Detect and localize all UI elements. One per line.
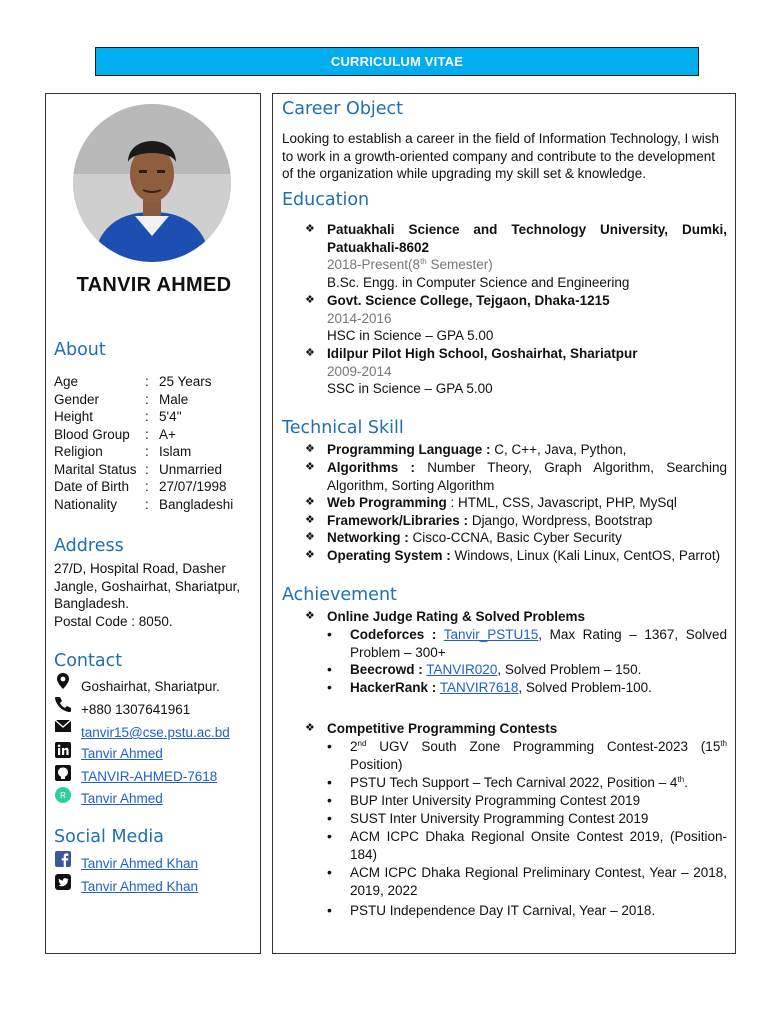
education-item [327, 345, 727, 398]
contest-item [350, 828, 727, 863]
diamond-bullet-icon: ❖ [305, 549, 315, 561]
main-content [272, 93, 736, 954]
contest-sup: th [677, 775, 685, 784]
about-row [46, 408, 262, 426]
github-icon [54, 764, 72, 782]
diamond-bullet-icon: ❖ [305, 223, 315, 235]
judge-label: HackerRank : [350, 680, 437, 695]
education-school: Idilpur Pilot High School, Goshairhat, Shariatpur [327, 346, 638, 361]
career-line: Looking to establish a career in the field of Information Technology, I wish [282, 131, 720, 146]
education-period [327, 256, 727, 274]
period-text: 2018-Present(8 [327, 257, 421, 272]
email-icon [54, 717, 72, 735]
sidebar [45, 93, 261, 954]
skill-item [327, 459, 727, 494]
address-line: 27/D, Hospital Road, Dasher [54, 561, 226, 576]
contest-item: SUST Inter University Programming Contest 2019 [350, 811, 649, 826]
researchgate-icon [54, 786, 72, 804]
period-sup: th [420, 257, 427, 266]
judge-detail: , Max Rating – 1367, Solved [538, 627, 727, 642]
phone-icon [54, 695, 72, 713]
skill-label: Web Programming [327, 495, 447, 510]
skill-item [327, 529, 727, 547]
education-school: Govt. Science College, Tejgaon, Dhaka-1215 [327, 293, 610, 308]
contest-sup: th [720, 739, 727, 748]
diamond-bullet-icon: ❖ [305, 514, 315, 526]
contest-text: 184) [350, 846, 378, 862]
contest-item [350, 864, 727, 899]
about-value: 25 Years [159, 374, 212, 389]
contact-heading: Contact [54, 651, 123, 671]
education-period: 2014-2016 [327, 310, 392, 326]
linkedin-icon [54, 741, 72, 759]
about-colon: : [145, 461, 149, 477]
bullet-dot-icon: • [327, 864, 332, 880]
education-degree: HSC in Science – GPA 5.00 [327, 328, 494, 343]
bullet-dot-icon: • [327, 792, 332, 808]
skill-value: Number Theory, Graph Algorithm, Searching [414, 460, 728, 475]
hackerrank-handle-link[interactable]: TANVIR7618 [439, 680, 519, 695]
bullet-dot-icon: • [327, 679, 332, 695]
skill-value: Windows, Linux (Kali Linux, CentOS, Parrot) [450, 548, 721, 563]
about-row [46, 461, 262, 479]
address-line: Bangladesh. [54, 596, 130, 611]
bullet-dot-icon: • [327, 774, 332, 790]
bullet-dot-icon: • [327, 626, 332, 642]
career-line: to work in a growth-oriented company and contribute to the development [282, 148, 716, 164]
facebook-icon [54, 850, 72, 868]
skill-label: Programming Language : [327, 442, 491, 457]
cv-title-banner: CURRICULUM VITAE [95, 47, 699, 76]
contact-github-link[interactable]: TANVIR-AHMED-7618 [81, 769, 218, 784]
bullet-dot-icon: • [327, 810, 332, 826]
contact-phone: +880 1307641961 [81, 702, 191, 717]
skill-item [327, 547, 727, 565]
education-degree: B.Sc. Engg. in Computer Science and Engineering [327, 274, 630, 290]
education-heading: Education [282, 190, 370, 210]
about-heading: About [54, 340, 106, 360]
contest-text: PSTU Tech Support – Tech Carnival 2022, Position – 4 [350, 775, 678, 790]
judge-label: Beecrowd : [350, 662, 423, 677]
contest-item: BUP Inter University Programming Contest 2019 [350, 793, 641, 808]
social-media-heading: Social Media [54, 827, 165, 847]
about-colon: : [145, 444, 149, 459]
judge-detail: Problem – 300+ [350, 644, 446, 660]
contest-heading-text: Competitive Programming Contests [327, 721, 558, 736]
skill-item [327, 441, 727, 459]
about-label: Age [54, 374, 79, 389]
postal-code: Postal Code : 8050. [54, 613, 173, 629]
about-colon: : [145, 409, 149, 424]
judge-item [350, 679, 727, 697]
bullet-dot-icon: • [327, 902, 332, 918]
judge-label: Codeforces : [350, 627, 437, 642]
judge-item [350, 661, 727, 679]
contest-item [350, 774, 727, 792]
contest-item [350, 738, 727, 773]
diamond-bullet-icon: ❖ [305, 722, 315, 734]
diamond-bullet-icon: ❖ [305, 347, 315, 359]
education-item [327, 221, 727, 291]
contest-sup: nd [357, 739, 367, 748]
technical-skill-heading: Technical Skill [282, 418, 404, 438]
skill-value: Cisco-CCNA, Basic Cyber Security [408, 530, 622, 545]
about-value: Unmarried [159, 461, 223, 477]
diamond-bullet-icon: ❖ [305, 610, 315, 622]
about-label: Marital Status [54, 461, 137, 477]
about-value: Bangladeshi [159, 496, 234, 512]
address-heading: Address [54, 536, 124, 556]
contact-location: Goshairhat, Shariatpur. [81, 679, 220, 694]
about-colon: : [145, 496, 149, 512]
about-row [46, 496, 262, 514]
contest-text: Position) [350, 756, 403, 772]
contest-item: PSTU Independence Day IT Carnival, Year – 2018. [350, 903, 656, 918]
profile-photo-illustration [73, 104, 231, 262]
contest-heading [327, 720, 727, 738]
contest-text: . [684, 775, 688, 790]
about-value: 5'4'' [159, 409, 182, 424]
about-label: Date of Birth [54, 479, 130, 494]
skill-item [327, 494, 727, 512]
about-value: Islam [159, 444, 192, 459]
contest-text: 2019, 2022 [350, 882, 418, 898]
skill-value: C, C++, Java, Python, [490, 442, 627, 457]
about-colon: : [145, 391, 149, 407]
skill-value: : HTML, CSS, Javascript, PHP, MySql [446, 495, 677, 510]
contact-linkedin-link[interactable]: Tanvir Ahmed [81, 746, 163, 761]
about-row [46, 443, 262, 461]
diamond-bullet-icon: ❖ [305, 531, 315, 543]
diamond-bullet-icon: ❖ [305, 443, 315, 455]
contest-text: ACM ICPC Dhaka Regional Onsite Contest 2019, (Position- [350, 829, 727, 844]
achievement-heading: Achievement [282, 585, 397, 605]
bullet-dot-icon: • [327, 738, 332, 754]
address-line: Jangle, Goshairhat, Shariatpur, [54, 578, 241, 594]
about-label: Nationality [54, 496, 118, 512]
skill-label: Algorithms : [327, 460, 415, 475]
contact-email-link[interactable]: tanvir15@cse.pstu.ac.bd [81, 725, 230, 740]
about-label: Blood Group [54, 426, 130, 442]
diamond-bullet-icon: ❖ [305, 294, 315, 306]
bullet-dot-icon: • [327, 661, 332, 677]
career-line: of the organization while upgrading my skill set & knowledge. [282, 166, 646, 181]
about-label: Religion [54, 444, 103, 459]
beecrowd-handle-link[interactable]: TANVIR020 [426, 662, 498, 677]
twitter-link[interactable]: Tanvir Ahmed Khan [81, 879, 199, 894]
education-school: Patuakhali Science and Technology University, Dumki, [327, 222, 727, 237]
skill-label: Networking : [327, 530, 409, 545]
career-object-text [282, 130, 728, 183]
skill-item [327, 512, 727, 530]
skill-label: Framework/Libraries : [327, 513, 469, 528]
about-value: A+ [159, 426, 176, 442]
diamond-bullet-icon: ❖ [305, 461, 315, 473]
about-row [46, 426, 262, 444]
education-school: Patuakhali-8602 [327, 239, 430, 255]
skill-value: Algorithm, Sorting Algorithm [327, 477, 495, 493]
judge-item [350, 626, 727, 661]
contest-text: 2 [350, 739, 358, 754]
education-item [327, 292, 727, 345]
person-name: TANVIR AHMED [76, 274, 232, 296]
about-colon: : [145, 374, 149, 389]
location-pin-icon [54, 672, 72, 690]
address-block [54, 560, 259, 630]
about-label: Height [54, 409, 94, 424]
judge-heading-text: Online Judge Rating & Solved Problems [327, 609, 586, 624]
career-object-heading: Career Object [282, 99, 404, 119]
about-label: Gender [54, 391, 100, 407]
svg-text:R: R [60, 791, 66, 800]
twitter-icon [54, 873, 72, 891]
about-value: Male [159, 391, 189, 407]
education-degree: SSC in Science – GPA 5.00 [327, 381, 493, 396]
contest-text: UGV South Zone Programming Contest-2023 (15 [366, 739, 721, 754]
period-text: Semester) [426, 257, 493, 272]
diamond-bullet-icon: ❖ [305, 496, 315, 508]
bullet-dot-icon: • [327, 828, 332, 844]
about-row [46, 478, 262, 496]
judge-heading [327, 608, 727, 626]
about-colon: : [145, 426, 149, 442]
judge-detail: , Solved Problem – 150. [497, 662, 642, 677]
about-row [46, 373, 262, 391]
skill-label: Operating System : [327, 548, 451, 563]
education-period: 2009-2014 [327, 363, 392, 379]
profile-photo [73, 104, 231, 262]
facebook-link[interactable]: Tanvir Ahmed Khan [81, 856, 199, 871]
contact-researchgate-link[interactable]: Tanvir Ahmed [81, 791, 163, 806]
contest-text: ACM ICPC Dhaka Regional Preliminary Contest, Year – 2018, [350, 865, 727, 880]
about-colon: : [145, 479, 149, 494]
about-value: 27/07/1998 [159, 479, 227, 494]
about-row [46, 391, 262, 409]
skill-value: Django, Wordpress, Bootstrap [468, 513, 653, 528]
judge-detail: , Solved Problem-100. [518, 680, 652, 695]
codeforces-handle-link[interactable]: Tanvir_PSTU15 [443, 627, 539, 642]
